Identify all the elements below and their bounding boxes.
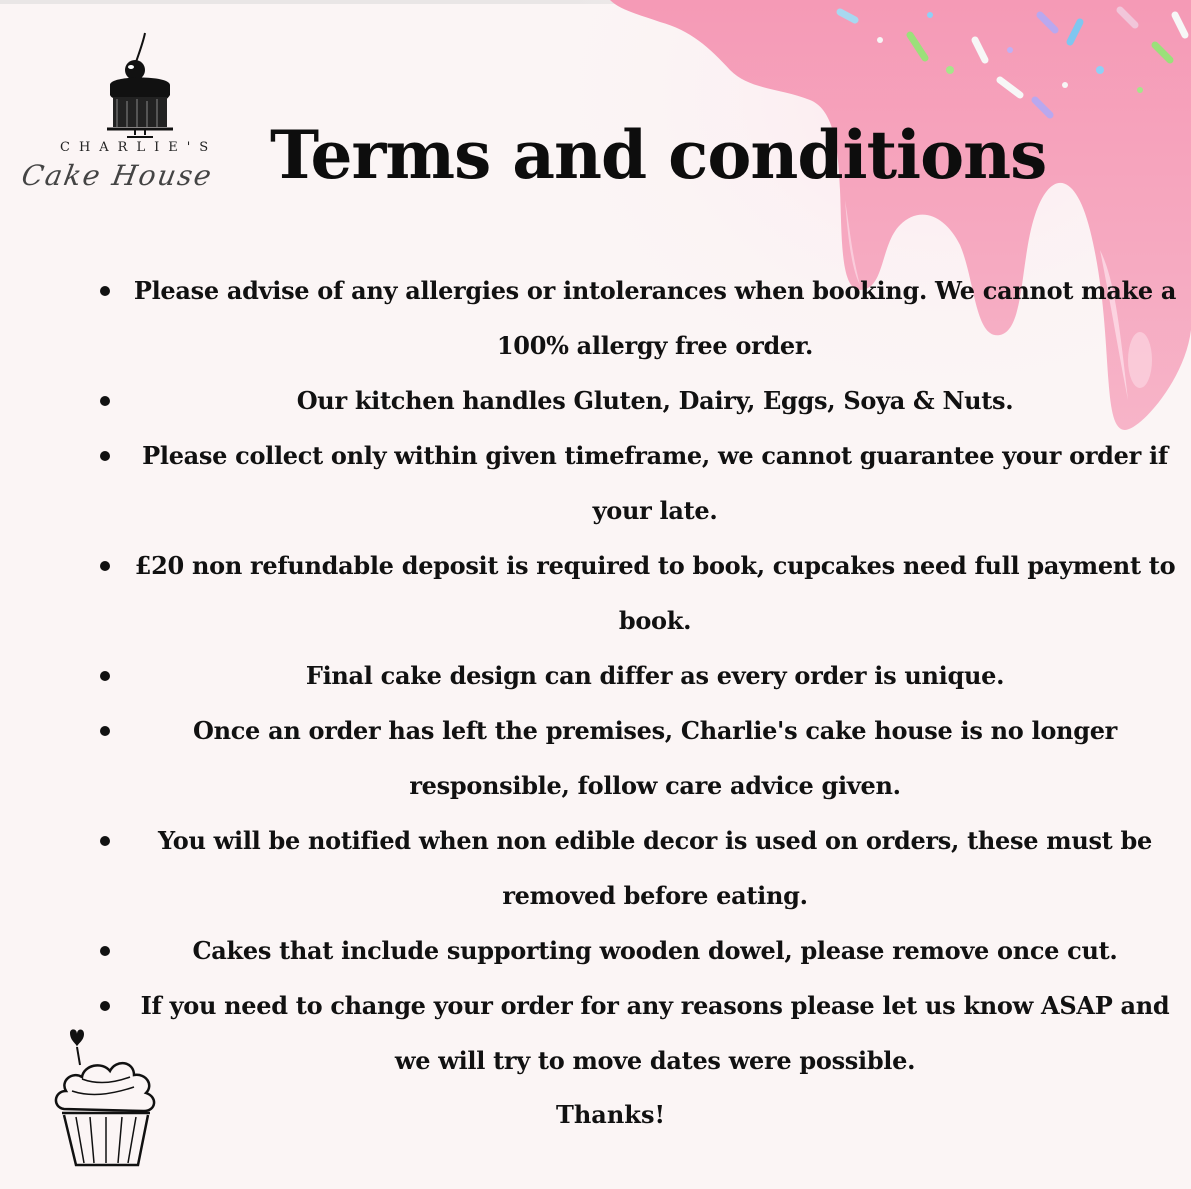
term-text: You will be notified when non edible decor is used on orders, these must be removed before eating. bbox=[158, 826, 1152, 910]
cake-logo-icon bbox=[105, 25, 175, 140]
term-item bbox=[100, 648, 1180, 703]
term-item bbox=[100, 263, 1180, 373]
term-text: If you need to change your order for any reasons please let us know ASAP and we will try to move dates were possible. bbox=[140, 991, 1170, 1075]
bullet-icon bbox=[100, 836, 110, 846]
term-item bbox=[100, 373, 1180, 428]
bullet-icon bbox=[100, 671, 110, 681]
term-text: Once an order has left the premises, Charlie's cake house is no longer responsible, follow care advice given. bbox=[192, 716, 1118, 800]
term-text: Please collect only within given timeframe, we cannot guarantee your order if your late. bbox=[142, 441, 1168, 525]
term-item bbox=[100, 428, 1180, 538]
bullet-icon bbox=[100, 946, 110, 956]
brand-logo bbox=[20, 25, 260, 205]
term-text: Cakes that include supporting wooden dowel, please remove once cut. bbox=[192, 936, 1118, 965]
term-text: Our kitchen handles Gluten, Dairy, Eggs, Soya & Nuts. bbox=[296, 386, 1014, 415]
term-text: Please advise of any allergies or intolerances when booking. We cannot make a 100% allergy free order. bbox=[133, 276, 1177, 360]
brand-name-top: CHARLIE'S bbox=[60, 140, 218, 155]
cupcake-icon bbox=[50, 1025, 165, 1170]
closing-thanks: Thanks! bbox=[556, 1100, 665, 1129]
bullet-icon bbox=[100, 396, 110, 406]
bullet-icon bbox=[100, 1001, 110, 1011]
terms-list bbox=[100, 263, 1180, 1088]
term-item bbox=[100, 978, 1180, 1088]
bullet-icon bbox=[100, 451, 110, 461]
bullet-icon bbox=[100, 561, 110, 571]
brand-name-script: Cake House bbox=[19, 159, 216, 192]
page-title: Terms and conditions bbox=[270, 116, 1047, 194]
term-item bbox=[100, 538, 1180, 648]
term-text: Final cake design can differ as every order is unique. bbox=[305, 661, 1005, 690]
term-item bbox=[100, 813, 1180, 923]
bullet-icon bbox=[100, 726, 110, 736]
term-item bbox=[100, 703, 1180, 813]
bullet-icon bbox=[100, 286, 110, 296]
term-text: £20 non refundable deposit is required to book, cupcakes need full payment to book. bbox=[134, 551, 1176, 635]
term-item bbox=[100, 923, 1180, 978]
